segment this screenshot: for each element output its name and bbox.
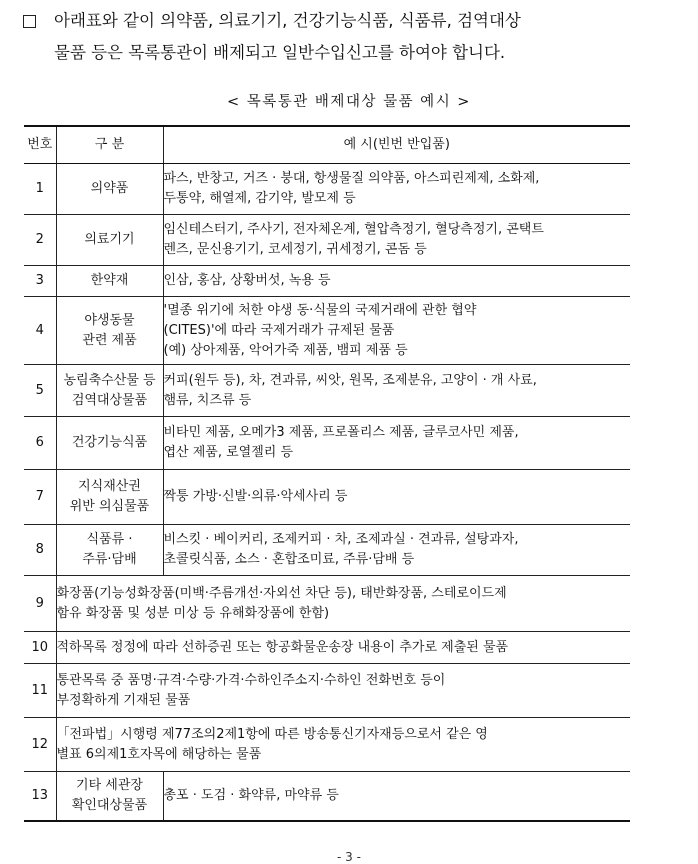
row-example: 총포 · 도검 · 화약류, 마약류 등 — [163, 772, 630, 821]
table-row — [24, 525, 630, 576]
table-row — [24, 470, 630, 525]
row-num: 1 — [24, 164, 56, 215]
row-num: 11 — [24, 664, 56, 718]
row-num: 12 — [24, 718, 56, 772]
table-row — [24, 365, 630, 417]
table-row — [24, 664, 630, 718]
table-row — [24, 297, 630, 365]
row-example: 비스킷 · 베이커리, 조제커피 · 차, 조제과실 · 견과류, 설탕과자, 초콜릿식품, 소스 · 혼합조미료, 주류·담배 등 — [163, 525, 630, 576]
table-header-row — [24, 126, 630, 164]
row-category: 한약재 — [56, 266, 163, 297]
row-category: 건강기능식품 — [56, 417, 163, 470]
row-example: '멸종 위기에 처한 야생 동·식물의 국제거래에 관한 협약 (CITES)'에 따라 국제거래가 규제된 물품 (예) 상아제품, 악어가죽 제품, 뱀피 제품 등 — [163, 297, 630, 365]
row-num: 13 — [24, 772, 56, 821]
exclusion-items-table — [24, 125, 630, 822]
row-category: 기타 세관장 확인대상물품 — [56, 772, 163, 821]
row-num: 9 — [24, 576, 56, 632]
row-num: 4 — [24, 297, 56, 365]
table-row — [24, 576, 630, 632]
table-row — [24, 266, 630, 297]
row-example: 인삼, 홍삼, 상황버섯, 녹용 등 — [163, 266, 630, 297]
table-row — [24, 164, 630, 215]
row-merged-text: 통관목록 중 품명·규격·수량·가격·수하인주소지·수하인 전화번호 등이 부정확하게 기재된 물품 — [56, 664, 630, 718]
row-example: 파스, 반창고, 거즈 · 붕대, 항생물질 의약품, 아스피린제제, 소화제, 두통약, 해열제, 감기약, 발모제 등 — [163, 164, 630, 215]
row-example: 커피(원두 등), 차, 견과류, 씨앗, 원목, 조제분유, 고양이 · 개 사료, 햄류, 치즈류 등 — [163, 365, 630, 417]
checkbox-bullet-icon — [23, 15, 36, 28]
table-row — [24, 632, 630, 664]
row-example: 비타민 제품, 오메가3 제품, 프로폴리스 제품, 글루코사민 제품, 엽산 제품, 로열젤리 등 — [163, 417, 630, 470]
table-row — [24, 215, 630, 266]
row-category: 의료기기 — [56, 215, 163, 266]
row-num: 5 — [24, 365, 56, 417]
row-num: 7 — [24, 470, 56, 525]
row-category: 의약품 — [56, 164, 163, 215]
intro-line-1: 아래표와 같이 의약품, 의료기기, 건강기능식품, 식품류, 검역대상 — [54, 11, 521, 30]
table-row — [24, 718, 630, 772]
table-title: < 목록통관 배제대상 물품 예시 > — [227, 94, 471, 110]
row-num: 8 — [24, 525, 56, 576]
row-example: 짝퉁 가방·신발·의류·악세사리 등 — [163, 470, 630, 525]
row-num: 3 — [24, 266, 56, 297]
intro-line-2: 물품 등은 목록통관이 배제되고 일반수입신고를 하여야 합니다. — [54, 43, 506, 62]
row-example: 임신테스터기, 주사기, 전자체온계, 혈압측정기, 혈당측정기, 콘택트 렌즈, 문신용기기, 코세정기, 귀세정기, 콘돔 등 — [163, 215, 630, 266]
row-num: 2 — [24, 215, 56, 266]
row-category: 야생동물 관련 제품 — [56, 297, 163, 365]
row-num: 10 — [24, 632, 56, 664]
row-merged-text: 「전파법」시행령 제77조의2제1항에 따른 방송통신기자재등으로서 같은 영 별표 6의제1호자목에 해당하는 물품 — [56, 718, 630, 772]
row-category: 농림축수산물 등 검역대상물품 — [56, 365, 163, 417]
header-num: 번호 — [24, 126, 56, 164]
row-category: 식품류 · 주류·담배 — [56, 525, 163, 576]
header-example: 예 시(빈번 반입품) — [163, 126, 630, 164]
table-row — [24, 772, 630, 821]
header-category: 구 분 — [56, 126, 163, 164]
row-merged-text: 적하목록 정정에 따라 선하증권 또는 항공화물운송장 내용이 추가로 제출된 물품 — [56, 632, 630, 664]
row-category: 지식재산권 위반 의심물품 — [56, 470, 163, 525]
page-number: - 3 - — [337, 850, 361, 864]
row-merged-text: 화장품(기능성화장품(미백·주름개선·자외선 차단 등), 태반화장품, 스테로이드제 함유 화장품 및 성분 미상 등 유해화장품에 한함) — [56, 576, 630, 632]
row-num: 6 — [24, 417, 56, 470]
table-row — [24, 417, 630, 470]
